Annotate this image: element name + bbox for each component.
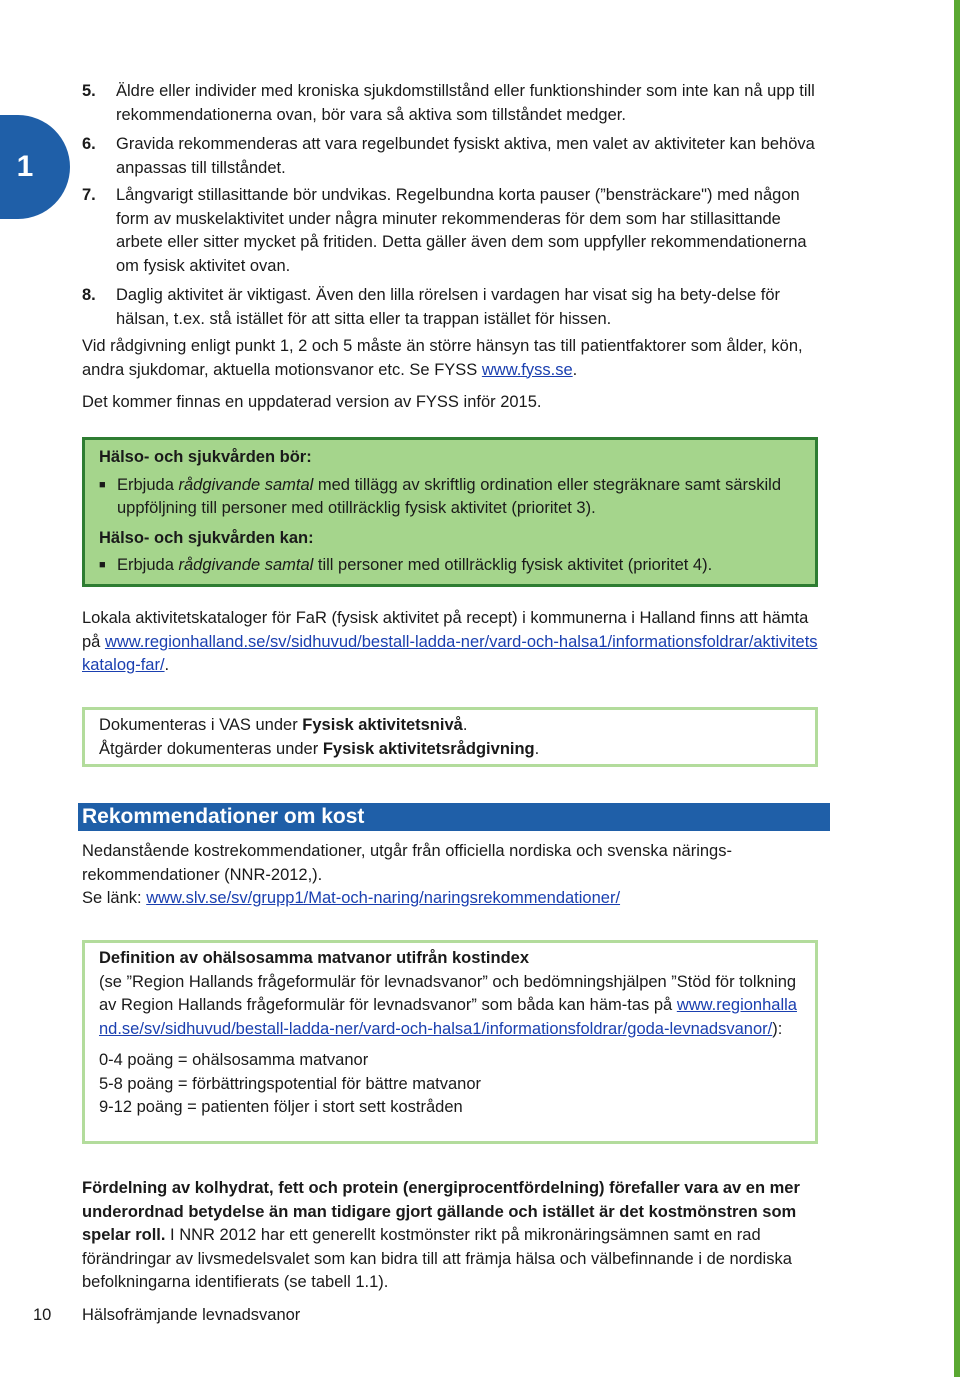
definition-text: (se ”Region Hallands frågeformulär för levnadsvanor” och bedömningshjälpen ”Stöd för tolkning av Region Hallands frågeformulär för levnadsvanor” som båda kan häm-tas på www.regionhalland.se/sv/sidhuvud/bestall-ladda-ner/vard-och-halsa1/informationsfoldrar/goda-levnadsvanor/): <box>99 972 797 1038</box>
local-catalog-paragraph: Lokala aktivitetskataloger för FaR (fysisk aktivitet på recept) i kommunerna i Halland finns att hämta på www.regionhalland.se/sv/sidhuvud/bestall-ladda-ner/vard-och-halsa1/informationsfoldrar/aktivitetskatalog-far/. <box>82 609 818 674</box>
vas-line: Åtgärder dokumenteras under Fysisk aktivitetsrådgivning. <box>99 739 540 758</box>
definition-box <box>82 940 818 1144</box>
list-item <box>82 133 822 180</box>
distribution-paragraph: Fördelning av kolhydrat, fett och protein (energiprocentfördelning) förefaller vara av en mer underordnad betydelse än man tidigare gjort gällande och istället är det kostmönstren som spelar roll. I NNR 2012 har ett generellt kostmönster rikt på mikronäringsämnen samt en rad förändringar av livsmedelsvalet som kan bidra till att främja hälsa och välbefinnande i de nordiska befolkningarna identifierats (se tabell 1.1). <box>82 1179 800 1291</box>
page-number: 10 <box>33 1306 52 1324</box>
chapter-number: 1 <box>16 150 34 184</box>
list-text: Äldre eller individer med kroniska sjukdomstillstånd eller funktionshinder som inte kan nå upp till rekommendationerna ovan, bör vara så aktiva som tillståndet medger. <box>116 82 815 124</box>
goda-levnadsvanor-link[interactable]: www.regionhalland.se/sv/sidhuvud/bestall-ladda-ner/vard-och-halsa1/informationsfoldrar/goda-levnadsvanor/ <box>99 996 797 1038</box>
counseling-paragraph: Vid rådgivning enligt punkt 1, 2 och 5 måste än större hänsyn tas till patientfaktorer som ålder, kön, andra sjukdomar, aktuella motionsvanor etc. Se FYSS www.fyss.se. <box>82 337 803 379</box>
score-line: 5-8 poäng = förbättringspotential för bättre matvanor <box>99 1074 482 1093</box>
recommendation-box <box>82 437 818 587</box>
fyss-link[interactable]: www.fyss.se <box>481 360 573 379</box>
bullet-square-icon: ■ <box>99 478 106 491</box>
box-bullet: ■ Erbjuda rådgivande samtal med tillägg av skriftlig ordination eller stegräknare samt särskild uppföljning till personer med otillräcklig fysisk aktivitet (prioritet 3). <box>99 474 801 521</box>
update-paragraph: Det kommer finnas en uppdaterad version av FYSS inför 2015. <box>82 393 542 411</box>
list-text <box>116 184 822 278</box>
slv-link[interactable]: www.slv.se/sv/grupp1/Mat-och-naring/naringsrekommendationer/ <box>146 889 621 907</box>
list-text-rest: Regelbundna korta pauser (”bensträckare") med någon form av muskelaktivitet under några minuter rekommenderas för dem som har stillasittande arbete eller sitter mycket på fritiden. Detta gäller även dem som uppfyller rekommendationerna om fysisk aktivitet ovan. <box>116 186 807 275</box>
vas-box <box>82 707 818 767</box>
score-line: 0-4 poäng = ohälsosamma matvanor <box>99 1051 369 1069</box>
list-number: 5. <box>82 82 96 100</box>
box-heading: Hälso- och sjukvården kan: <box>99 528 314 547</box>
list-item <box>82 80 822 127</box>
side-stripe <box>954 0 960 1377</box>
box-bullet: ■ Erbjuda rådgivande samtal till personer med otillräcklig fysisk aktivitet (prioritet 4). <box>99 554 801 578</box>
list-text-bold: Långvarigt stillasittande bör undvikas. <box>116 186 392 204</box>
list-number: 7. <box>82 186 96 204</box>
chapter-tab <box>0 115 70 219</box>
score-line: 9-12 poäng = patienten följer i stort sett kostråden <box>99 1098 463 1116</box>
list-number: 6. <box>82 135 96 153</box>
vas-line: Dokumenteras i VAS under Fysisk aktivitetsnivå. <box>99 716 468 734</box>
list-item <box>82 284 822 331</box>
list-text: Gravida rekommenderas att vara regelbundet fysiskt aktiva, men valet av aktiviteter kan behöva anpassas till tillståndet. <box>116 135 815 177</box>
bullet-square-icon: ■ <box>99 559 106 571</box>
kost-paragraph: Nedanstående kostrekommendationer, utgår från officiella nordiska och svenska närings-rekommendationer (NNR-2012,). Se länk: www.slv.se/sv/grupp1/Mat-och-naring/naringsrekommendationer/ <box>82 842 732 907</box>
list-text-bold: Daglig aktivitet är viktigast. <box>116 286 312 304</box>
footer-title: Hälsofrämjande levnadsvanor <box>82 1306 301 1324</box>
list-number: 8. <box>82 286 96 304</box>
list-text-rest: Även den lilla rörelsen i vardagen har visat sig ha bety-delse för hälsan, t.ex. stå istället för att sitta eller ta trappan istället för hissen. <box>116 286 780 328</box>
aktivitetskatalog-link[interactable]: www.regionhalland.se/sv/sidhuvud/bestall-ladda-ner/vard-och-halsa1/informationsfoldrar/aktivitetskatalog-far/ <box>82 632 818 674</box>
section-heading: Rekommendationer om kost <box>78 803 830 831</box>
box-heading: Hälso- och sjukvården bör: <box>99 448 312 466</box>
definition-title: Definition av ohälsosamma matvanor utifrån kostindex <box>99 949 530 967</box>
list-text <box>116 284 822 331</box>
list-item <box>82 184 822 278</box>
